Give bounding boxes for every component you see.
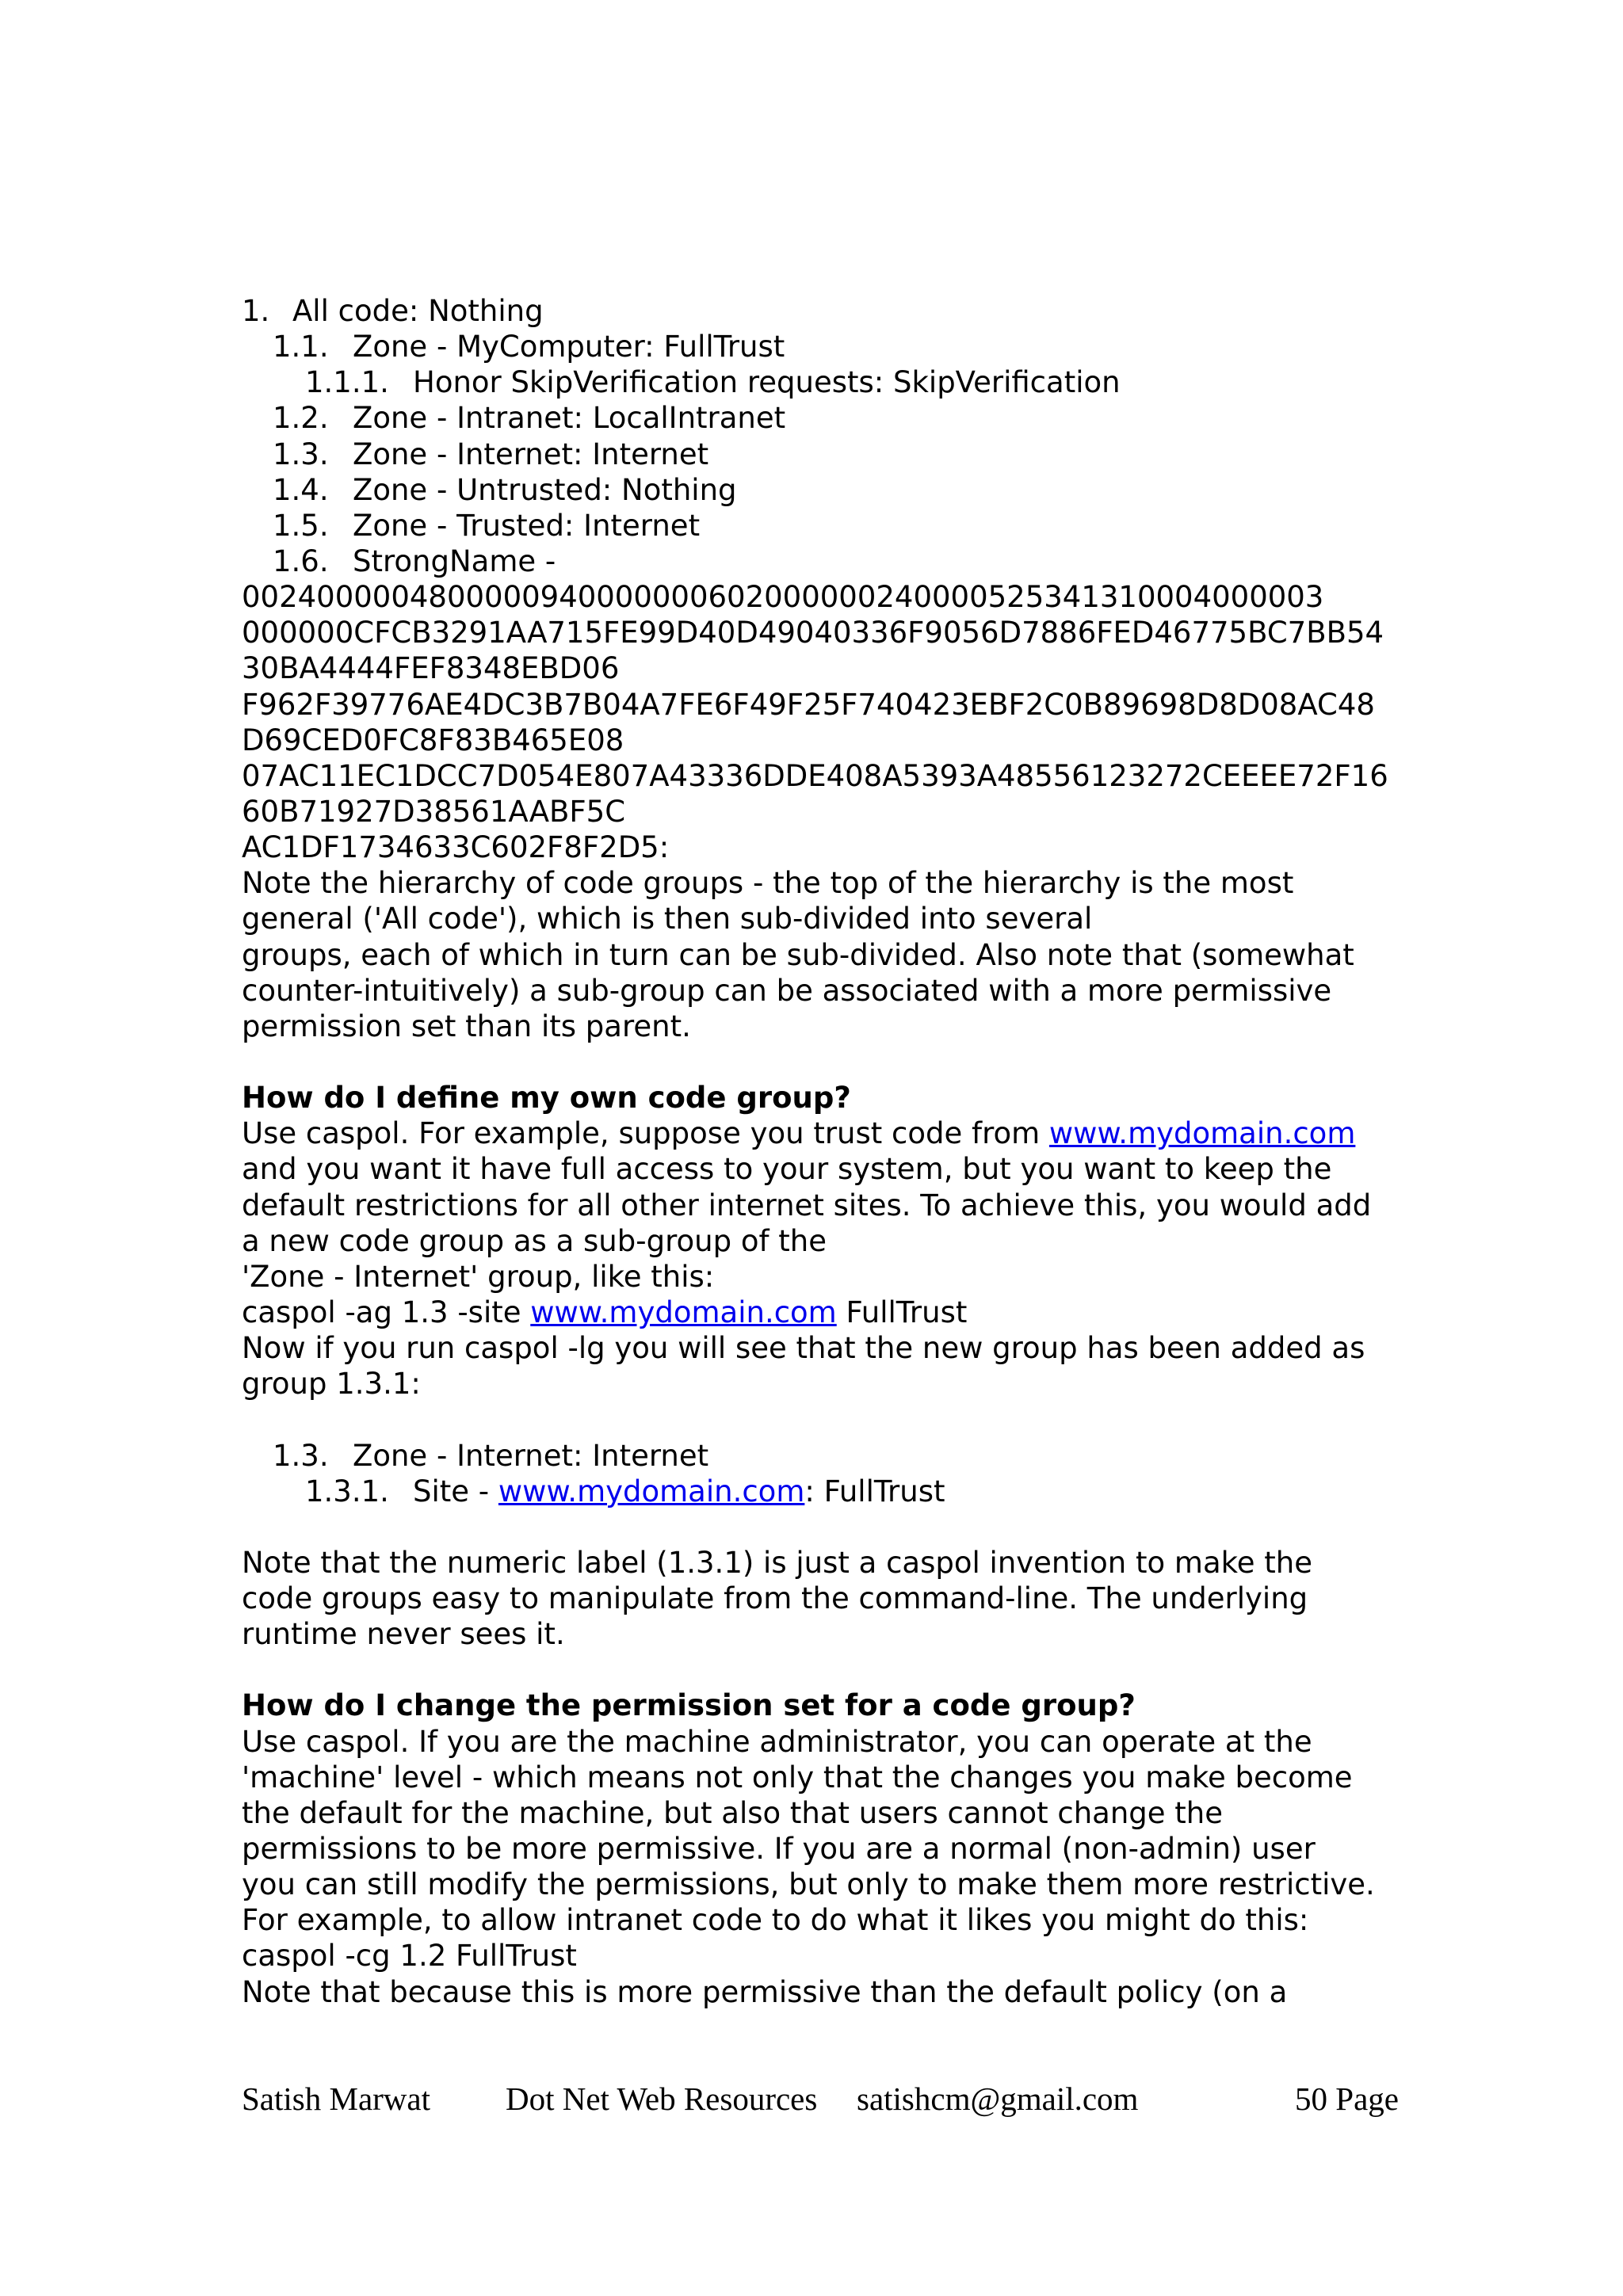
outline-item [242, 329, 1399, 364]
mydomain-link[interactable]: www.mydomain.com [498, 1474, 805, 1508]
outline-number: 1.1. [273, 330, 329, 364]
paragraph-line: Now if you run caspol -lg you will see that the new group has been added as [242, 1331, 1365, 1366]
outline-item [242, 543, 1399, 579]
outline-item [242, 508, 1399, 543]
paragraph-line: general ('All code'), which is then sub-divided into several [242, 902, 1093, 936]
outline-number: 1.4. [273, 472, 329, 507]
paragraph-line: default restrictions for all other internet sites. To achieve this, you would add [242, 1188, 1372, 1222]
mydomain-link[interactable]: www.mydomain.com [1048, 1116, 1356, 1151]
text: Site - [413, 1474, 498, 1508]
outline-number: 1.3.1. [305, 1474, 389, 1508]
outline-item [242, 293, 1399, 329]
text: caspol -ag 1.3 -site [242, 1295, 531, 1329]
paragraph-line: Note that the numeric label (1.3.1) is just a caspol invention to make the [242, 1545, 1312, 1580]
outline-item [242, 437, 1399, 472]
outline-text: StrongName - [353, 543, 556, 578]
mydomain-link[interactable]: www.mydomain.com [530, 1295, 837, 1329]
paragraph-line: runtime never sees it. [242, 1617, 565, 1652]
paragraph-line: code groups easy to manipulate from the command-line. The underlying [242, 1581, 1308, 1616]
outline-text: Zone - Intranet: LocalIntranet [353, 401, 786, 436]
paragraph-line [242, 1116, 1399, 1151]
outline-text: Zone - Untrusted: Nothing [353, 472, 737, 507]
strongname-line: 0024000004800000940000000602000000240000525341310004000003 [242, 580, 1324, 615]
paragraph-line: a new code group as a sub-group of the [242, 1223, 827, 1258]
strongname-line: 60B71927D38561AABF5C [242, 794, 626, 829]
paragraph-line: groups, each of which in turn can be sub-divided. Also note that (somewhat [242, 937, 1354, 972]
command-line [242, 1295, 1399, 1330]
footer-email: satishcm@gmail.com [857, 2081, 1139, 2117]
text: Use caspol. For example, suppose you trust code from [242, 1116, 1049, 1151]
outline-text: Zone - Trusted: Internet [353, 508, 701, 543]
outline-number: 1.2. [273, 401, 329, 436]
text: FullTrust [836, 1295, 968, 1329]
outline-text: Zone - MyComputer: FullTrust [353, 330, 785, 364]
outline-number: 1.1.1. [305, 365, 389, 400]
outline-item [242, 1474, 1399, 1509]
outline-number: 1.5. [273, 508, 329, 543]
paragraph-line: you can still modify the permissions, but only to make them more restrictive. [242, 1867, 1375, 1902]
command-line: caspol -cg 1.2 FullTrust [242, 1939, 577, 1974]
outline-item [242, 1438, 1399, 1474]
footer-author: Satish Marwat [242, 2081, 430, 2117]
outline-item [242, 400, 1399, 436]
footer-page-number: 50 Page [1295, 2081, 1399, 2117]
outline-text: Zone - Internet: Internet [353, 1438, 709, 1473]
page-footer [242, 2080, 1399, 2124]
paragraph-line: group 1.3.1: [242, 1367, 421, 1402]
text: : FullTrust [804, 1474, 945, 1508]
section-heading: How do I change the permission set for a code group? [242, 1688, 1136, 1723]
outline-text: Honor SkipVerification requests: SkipVerification [413, 365, 1121, 400]
strongname-line: 000000CFCB3291AA715FE99D40D49040336F9056D7886FED46775BC7BB54 [242, 616, 1384, 650]
strongname-line: AC1DF1734633C602F8F2D5: [242, 830, 670, 865]
paragraph-line: permission set than its parent. [242, 1009, 691, 1043]
outline-text: Zone - Internet: Internet [353, 437, 709, 471]
outline-number: 1.3. [273, 437, 329, 471]
strongname-line: F962F39776AE4DC3B7B04A7FE6F49F25F740423EBF2C0B89698D8D08AC48 [242, 687, 1375, 722]
paragraph-line: counter-intuitively) a sub-group can be associated with a more permissive [242, 973, 1332, 1008]
paragraph-line: permissions to be more permissive. If you are a normal (non-admin) user [242, 1832, 1316, 1867]
paragraph-line: 'Zone - Internet' group, like this: [242, 1259, 715, 1294]
paragraph-line: Note the hierarchy of code groups - the top of the hierarchy is the most [242, 866, 1294, 901]
paragraph-line: Note that because this is more permissive than the default policy (on a [242, 1974, 1288, 2009]
outline-item [242, 364, 1399, 400]
strongname-line: 30BA4444FEF8348EBD06 [242, 651, 620, 686]
paragraph-line: the default for the machine, but also that users cannot change the [242, 1795, 1224, 1830]
paragraph-line: 'machine' level - which means not only that the changes you make become [242, 1760, 1353, 1794]
footer-title: Dot Net Web Resources [506, 2081, 818, 2117]
paragraph-line: Use caspol. If you are the machine administrator, you can operate at the [242, 1724, 1312, 1759]
outline-number: 1. [242, 294, 270, 328]
outline-text: All code: Nothing [292, 294, 544, 328]
paragraph-line: and you want it have full access to your system, but you want to keep the [242, 1152, 1332, 1187]
outline-item [242, 472, 1399, 508]
outline-number: 1.6. [273, 543, 329, 578]
outline-text [413, 1474, 945, 1509]
document-body [242, 293, 1399, 2010]
paragraph-line: For example, to allow intranet code to do what it likes you might do this: [242, 1903, 1309, 1938]
strongname-line: 07AC11EC1DCC7D054E807A43336DDE408A5393A48556123272CEEEE72F16 [242, 758, 1388, 793]
strongname-line: D69CED0FC8F83B465E08 [242, 723, 624, 757]
section-heading: How do I define my own code group? [242, 1081, 851, 1116]
outline-number: 1.3. [273, 1438, 329, 1473]
